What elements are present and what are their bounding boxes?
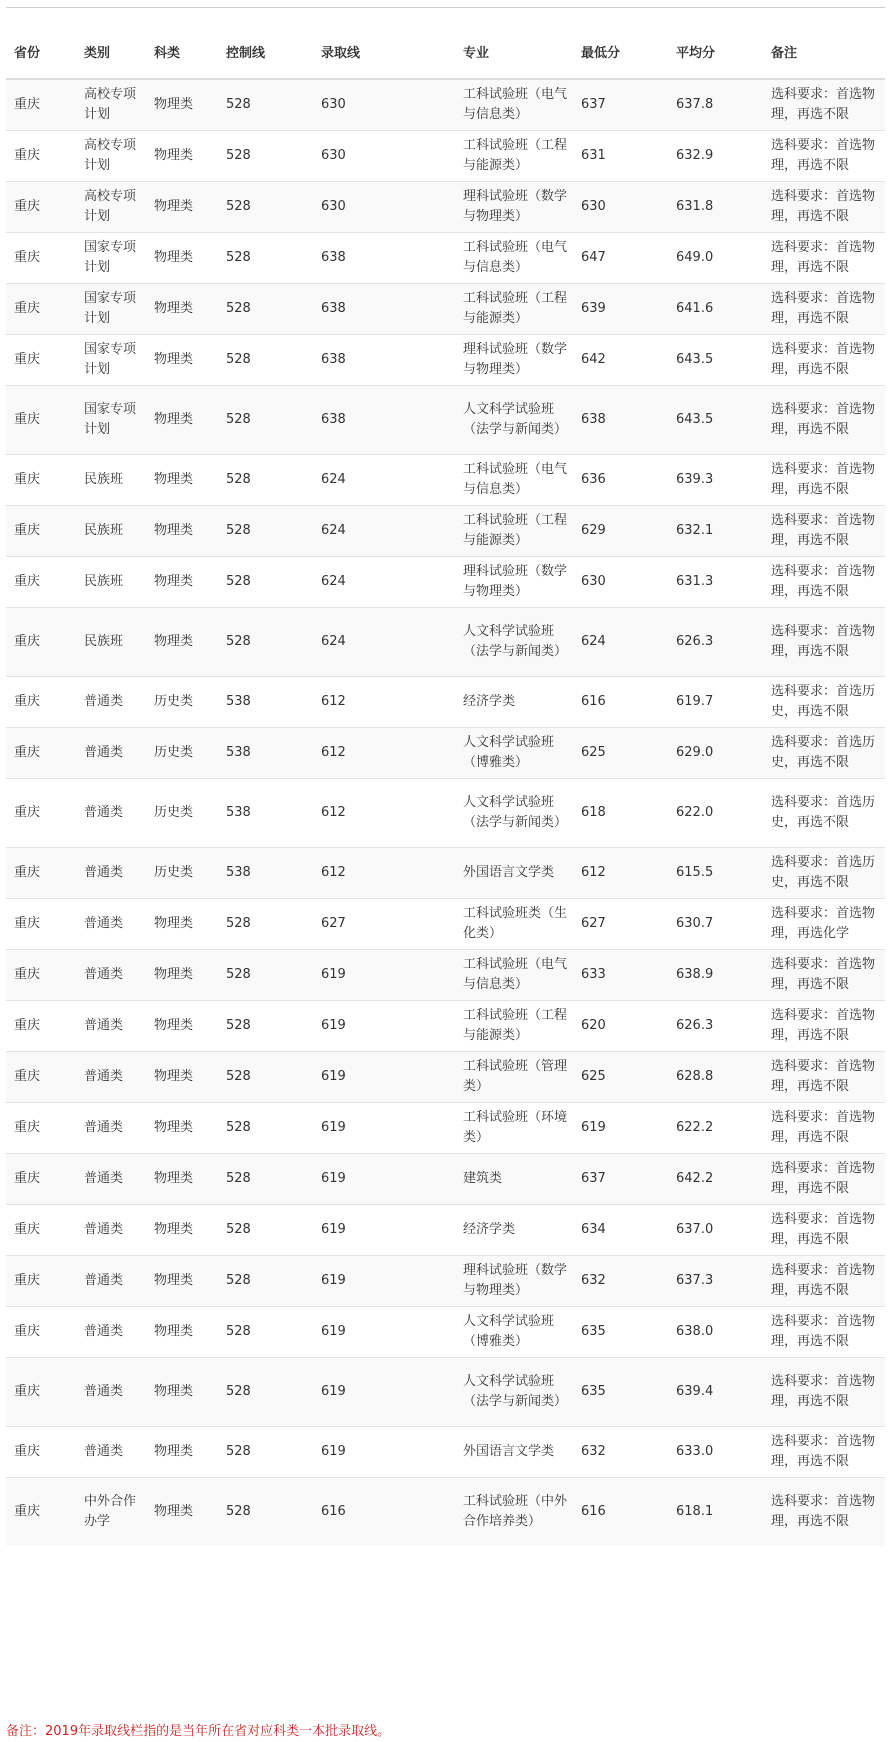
cell-remarks: 选科要求：首选物理，再选不限: [763, 454, 885, 505]
cell-subject-type: 物理类: [146, 1204, 218, 1255]
cell-remarks: 选科要求：首选物理，再选不限: [763, 1000, 885, 1051]
cell-province: 重庆: [6, 1426, 76, 1477]
cell-subject-type: 物理类: [146, 1255, 218, 1306]
cell-category: 高校专项计划: [76, 181, 146, 232]
cell-admission-line: 619: [313, 1000, 455, 1051]
cell-remarks: 选科要求：首选物理，再选不限: [763, 1426, 885, 1477]
cell-min-score: 637: [573, 1153, 668, 1204]
cell-province: 重庆: [6, 334, 76, 385]
table-row: [6, 1255, 885, 1306]
cell-major: 经济学类: [455, 1204, 573, 1255]
cell-min-score: 633: [573, 949, 668, 1000]
cell-remarks: 选科要求：首选物理，再选不限: [763, 1255, 885, 1306]
cell-avg-score: 633.0: [668, 1426, 763, 1477]
cell-min-score: 635: [573, 1306, 668, 1357]
cell-avg-score: 649.0: [668, 232, 763, 283]
cell-subject-type: 物理类: [146, 1426, 218, 1477]
cell-province: 重庆: [6, 283, 76, 334]
cell-subject-type: 物理类: [146, 949, 218, 1000]
cell-remarks: 选科要求：首选历史，再选不限: [763, 727, 885, 778]
cell-province: 重庆: [6, 505, 76, 556]
cell-subject-type: 物理类: [146, 385, 218, 454]
cell-min-score: 612: [573, 847, 668, 898]
cell-category: 普通类: [76, 1306, 146, 1357]
cell-admission-line: 630: [313, 79, 455, 130]
cell-major: 人文科学试验班（法学与新闻类）: [455, 385, 573, 454]
cell-category: 国家专项计划: [76, 385, 146, 454]
cell-avg-score: 622.0: [668, 778, 763, 847]
cell-min-score: 634: [573, 1204, 668, 1255]
cell-avg-score: 639.4: [668, 1357, 763, 1426]
cell-control-line: 528: [218, 1255, 313, 1306]
cell-min-score: 631: [573, 130, 668, 181]
table-row: [6, 949, 885, 1000]
admission-score-table: [6, 30, 885, 1546]
cell-control-line: 528: [218, 1000, 313, 1051]
cell-avg-score: 632.1: [668, 505, 763, 556]
table-row: [6, 1306, 885, 1357]
cell-province: 重庆: [6, 1306, 76, 1357]
cell-admission-line: 619: [313, 1255, 455, 1306]
cell-avg-score: 642.2: [668, 1153, 763, 1204]
cell-remarks: 选科要求：首选物理，再选不限: [763, 1051, 885, 1102]
cell-province: 重庆: [6, 385, 76, 454]
cell-remarks: 选科要求：首选物理，再选不限: [763, 1306, 885, 1357]
cell-subject-type: 物理类: [146, 898, 218, 949]
cell-admission-line: 612: [313, 847, 455, 898]
cell-avg-score: 643.5: [668, 334, 763, 385]
cell-control-line: 528: [218, 130, 313, 181]
cell-subject-type: 历史类: [146, 676, 218, 727]
cell-admission-line: 624: [313, 607, 455, 676]
cell-control-line: 528: [218, 385, 313, 454]
cell-min-score: 627: [573, 898, 668, 949]
cell-admission-line: 612: [313, 676, 455, 727]
header-remarks: 备注: [763, 30, 885, 79]
cell-subject-type: 物理类: [146, 1153, 218, 1204]
cell-avg-score: 637.0: [668, 1204, 763, 1255]
cell-remarks: 选科要求：首选物理，再选不限: [763, 1477, 885, 1546]
cell-avg-score: 641.6: [668, 283, 763, 334]
cell-min-score: 642: [573, 334, 668, 385]
cell-subject-type: 物理类: [146, 1051, 218, 1102]
cell-province: 重庆: [6, 79, 76, 130]
cell-min-score: 635: [573, 1357, 668, 1426]
cell-remarks: 选科要求：首选物理，再选不限: [763, 1102, 885, 1153]
cell-major: 人文科学试验班（博雅类）: [455, 1306, 573, 1357]
table-row: [6, 1426, 885, 1477]
cell-major: 理科试验班（数学与物理类）: [455, 334, 573, 385]
cell-category: 普通类: [76, 1204, 146, 1255]
table-row: [6, 1153, 885, 1204]
table-row: [6, 79, 885, 130]
cell-major: 工科试验班（环境类）: [455, 1102, 573, 1153]
cell-control-line: 528: [218, 1357, 313, 1426]
cell-admission-line: 624: [313, 454, 455, 505]
cell-remarks: 选科要求：首选历史，再选不限: [763, 847, 885, 898]
cell-min-score: 636: [573, 454, 668, 505]
cell-major: 理科试验班（数学与物理类）: [455, 1255, 573, 1306]
cell-category: 普通类: [76, 1051, 146, 1102]
cell-avg-score: 619.7: [668, 676, 763, 727]
table-row: [6, 1000, 885, 1051]
cell-major: 工科试验班（工程与能源类）: [455, 505, 573, 556]
table-row: [6, 607, 885, 676]
table-row: [6, 334, 885, 385]
table-row: [6, 181, 885, 232]
cell-major: 人文科学试验班（法学与新闻类）: [455, 778, 573, 847]
cell-category: 普通类: [76, 727, 146, 778]
header-avg-score: 平均分: [668, 30, 763, 79]
cell-min-score: 630: [573, 181, 668, 232]
cell-control-line: 538: [218, 778, 313, 847]
cell-min-score: 616: [573, 676, 668, 727]
cell-major: 工科试验班（电气与信息类）: [455, 454, 573, 505]
cell-category: 普通类: [76, 1102, 146, 1153]
cell-min-score: 632: [573, 1426, 668, 1477]
table-row: [6, 676, 885, 727]
cell-control-line: 528: [218, 454, 313, 505]
table-row: [6, 1051, 885, 1102]
cell-min-score: 620: [573, 1000, 668, 1051]
cell-admission-line: 638: [313, 385, 455, 454]
cell-control-line: 538: [218, 847, 313, 898]
cell-major: 工科试验班（工程与能源类）: [455, 130, 573, 181]
cell-major: 工科试验班（管理类）: [455, 1051, 573, 1102]
footnote: 备注：2019年录取线栏指的是当年所在省对应科类一本批录取线。: [6, 1724, 391, 1739]
cell-avg-score: 618.1: [668, 1477, 763, 1546]
cell-province: 重庆: [6, 727, 76, 778]
cell-province: 重庆: [6, 1477, 76, 1546]
cell-subject-type: 物理类: [146, 130, 218, 181]
cell-category: 民族班: [76, 454, 146, 505]
cell-control-line: 528: [218, 505, 313, 556]
cell-major: 人文科学试验班（博雅类）: [455, 727, 573, 778]
cell-category: 普通类: [76, 1000, 146, 1051]
header-category: 类别: [76, 30, 146, 79]
cell-remarks: 选科要求：首选物理，再选不限: [763, 181, 885, 232]
cell-avg-score: 643.5: [668, 385, 763, 454]
cell-remarks: 选科要求：首选物理，再选不限: [763, 334, 885, 385]
cell-province: 重庆: [6, 1153, 76, 1204]
cell-avg-score: 631.3: [668, 556, 763, 607]
cell-admission-line: 619: [313, 1306, 455, 1357]
table-row: [6, 232, 885, 283]
cell-province: 重庆: [6, 232, 76, 283]
cell-admission-line: 619: [313, 949, 455, 1000]
cell-avg-score: 637.8: [668, 79, 763, 130]
header-major: 专业: [455, 30, 573, 79]
header-min-score: 最低分: [573, 30, 668, 79]
cell-major: 人文科学试验班（法学与新闻类）: [455, 607, 573, 676]
cell-control-line: 528: [218, 334, 313, 385]
cell-remarks: 选科要求：首选物理，再选不限: [763, 949, 885, 1000]
cell-subject-type: 物理类: [146, 454, 218, 505]
cell-admission-line: 619: [313, 1426, 455, 1477]
table-row: [6, 1477, 885, 1546]
cell-admission-line: 638: [313, 232, 455, 283]
cell-major: 经济学类: [455, 676, 573, 727]
cell-control-line: 538: [218, 676, 313, 727]
cell-province: 重庆: [6, 1204, 76, 1255]
cell-major: 工科试验班（中外合作培养类）: [455, 1477, 573, 1546]
cell-control-line: 528: [218, 898, 313, 949]
cell-avg-score: 626.3: [668, 1000, 763, 1051]
cell-remarks: 选科要求：首选物理，再选不限: [763, 1204, 885, 1255]
cell-major: 理科试验班（数学与物理类）: [455, 556, 573, 607]
cell-control-line: 528: [218, 607, 313, 676]
cell-major: 外国语言文学类: [455, 1426, 573, 1477]
cell-min-score: 618: [573, 778, 668, 847]
table-row: [6, 556, 885, 607]
cell-province: 重庆: [6, 556, 76, 607]
cell-admission-line: 624: [313, 556, 455, 607]
cell-min-score: 616: [573, 1477, 668, 1546]
cell-category: 普通类: [76, 898, 146, 949]
cell-admission-line: 619: [313, 1204, 455, 1255]
cell-province: 重庆: [6, 847, 76, 898]
cell-remarks: 选科要求：首选物理，再选不限: [763, 1153, 885, 1204]
table-row: [6, 1102, 885, 1153]
cell-min-score: 630: [573, 556, 668, 607]
cell-remarks: 选科要求：首选物理，再选不限: [763, 283, 885, 334]
cell-remarks: 选科要求：首选物理，再选不限: [763, 232, 885, 283]
cell-admission-line: 630: [313, 181, 455, 232]
cell-control-line: 528: [218, 1102, 313, 1153]
cell-category: 普通类: [76, 1426, 146, 1477]
cell-control-line: 528: [218, 1204, 313, 1255]
cell-min-score: 639: [573, 283, 668, 334]
table-body: [6, 79, 885, 1546]
cell-province: 重庆: [6, 1255, 76, 1306]
cell-category: 民族班: [76, 607, 146, 676]
header-province: 省份: [6, 30, 76, 79]
cell-admission-line: 619: [313, 1051, 455, 1102]
cell-min-score: 629: [573, 505, 668, 556]
cell-category: 中外合作办学: [76, 1477, 146, 1546]
cell-category: 普通类: [76, 676, 146, 727]
header-subject-type: 科类: [146, 30, 218, 79]
cell-min-score: 624: [573, 607, 668, 676]
cell-province: 重庆: [6, 130, 76, 181]
cell-control-line: 528: [218, 1153, 313, 1204]
cell-category: 国家专项计划: [76, 232, 146, 283]
cell-province: 重庆: [6, 898, 76, 949]
table-row: [6, 1204, 885, 1255]
cell-province: 重庆: [6, 181, 76, 232]
cell-category: 普通类: [76, 778, 146, 847]
cell-subject-type: 物理类: [146, 1477, 218, 1546]
cell-category: 普通类: [76, 1255, 146, 1306]
cell-avg-score: 632.9: [668, 130, 763, 181]
table-row: [6, 454, 885, 505]
cell-major: 建筑类: [455, 1153, 573, 1204]
cell-admission-line: 612: [313, 778, 455, 847]
cell-category: 普通类: [76, 847, 146, 898]
cell-subject-type: 物理类: [146, 232, 218, 283]
cell-control-line: 528: [218, 1477, 313, 1546]
cell-province: 重庆: [6, 607, 76, 676]
cell-subject-type: 物理类: [146, 1102, 218, 1153]
cell-subject-type: 历史类: [146, 778, 218, 847]
cell-avg-score: 615.5: [668, 847, 763, 898]
table-row: [6, 385, 885, 454]
cell-avg-score: 638.0: [668, 1306, 763, 1357]
cell-remarks: 选科要求：首选物理，再选不限: [763, 385, 885, 454]
cell-subject-type: 物理类: [146, 1306, 218, 1357]
table-row: [6, 130, 885, 181]
table-row: [6, 778, 885, 847]
cell-subject-type: 物理类: [146, 283, 218, 334]
cell-avg-score: 637.3: [668, 1255, 763, 1306]
cell-province: 重庆: [6, 1000, 76, 1051]
cell-avg-score: 629.0: [668, 727, 763, 778]
cell-admission-line: 638: [313, 283, 455, 334]
cell-control-line: 528: [218, 949, 313, 1000]
cell-subject-type: 物理类: [146, 79, 218, 130]
cell-subject-type: 物理类: [146, 334, 218, 385]
cell-remarks: 选科要求：首选物理，再选化学: [763, 898, 885, 949]
table-row: [6, 283, 885, 334]
cell-control-line: 528: [218, 283, 313, 334]
cell-category: 普通类: [76, 1357, 146, 1426]
cell-remarks: 选科要求：首选物理，再选不限: [763, 607, 885, 676]
header-admission-line: 录取线: [313, 30, 455, 79]
cell-min-score: 625: [573, 727, 668, 778]
cell-avg-score: 626.3: [668, 607, 763, 676]
cell-major: 外国语言文学类: [455, 847, 573, 898]
cell-subject-type: 物理类: [146, 181, 218, 232]
cell-admission-line: 616: [313, 1477, 455, 1546]
cell-remarks: 选科要求：首选历史，再选不限: [763, 778, 885, 847]
cell-avg-score: 631.8: [668, 181, 763, 232]
cell-province: 重庆: [6, 454, 76, 505]
cell-remarks: 选科要求：首选物理，再选不限: [763, 1357, 885, 1426]
cell-min-score: 647: [573, 232, 668, 283]
cell-control-line: 528: [218, 79, 313, 130]
cell-admission-line: 619: [313, 1102, 455, 1153]
cell-subject-type: 物理类: [146, 556, 218, 607]
cell-category: 普通类: [76, 949, 146, 1000]
cell-subject-type: 物理类: [146, 607, 218, 676]
cell-province: 重庆: [6, 949, 76, 1000]
cell-remarks: 选科要求：首选物理，再选不限: [763, 79, 885, 130]
cell-admission-line: 619: [313, 1357, 455, 1426]
cell-province: 重庆: [6, 1357, 76, 1426]
table-row: [6, 505, 885, 556]
cell-category: 高校专项计划: [76, 130, 146, 181]
cell-category: 民族班: [76, 556, 146, 607]
cell-category: 高校专项计划: [76, 79, 146, 130]
cell-major: 工科试验班（电气与信息类）: [455, 949, 573, 1000]
cell-min-score: 632: [573, 1255, 668, 1306]
cell-min-score: 619: [573, 1102, 668, 1153]
cell-admission-line: 638: [313, 334, 455, 385]
cell-control-line: 528: [218, 1306, 313, 1357]
cell-province: 重庆: [6, 1102, 76, 1153]
cell-min-score: 625: [573, 1051, 668, 1102]
cell-subject-type: 历史类: [146, 727, 218, 778]
cell-control-line: 528: [218, 232, 313, 283]
cell-remarks: 选科要求：首选物理，再选不限: [763, 505, 885, 556]
cell-major: 工科试验班（工程与能源类）: [455, 283, 573, 334]
cell-control-line: 538: [218, 727, 313, 778]
table-header-row: [6, 30, 885, 79]
top-divider: [6, 7, 885, 8]
cell-subject-type: 物理类: [146, 505, 218, 556]
cell-avg-score: 638.9: [668, 949, 763, 1000]
cell-major: 工科试验班（工程与能源类）: [455, 1000, 573, 1051]
cell-subject-type: 历史类: [146, 847, 218, 898]
cell-remarks: 选科要求：首选历史，再选不限: [763, 676, 885, 727]
cell-avg-score: 622.2: [668, 1102, 763, 1153]
cell-major: 理科试验班（数学与物理类）: [455, 181, 573, 232]
cell-remarks: 选科要求：首选物理，再选不限: [763, 130, 885, 181]
cell-avg-score: 628.8: [668, 1051, 763, 1102]
cell-major: 工科试验班（电气与信息类）: [455, 232, 573, 283]
cell-admission-line: 624: [313, 505, 455, 556]
cell-province: 重庆: [6, 676, 76, 727]
cell-admission-line: 612: [313, 727, 455, 778]
cell-subject-type: 物理类: [146, 1000, 218, 1051]
cell-remarks: 选科要求：首选物理，再选不限: [763, 556, 885, 607]
cell-control-line: 528: [218, 1426, 313, 1477]
cell-control-line: 528: [218, 1051, 313, 1102]
cell-province: 重庆: [6, 1051, 76, 1102]
cell-category: 国家专项计划: [76, 283, 146, 334]
cell-category: 普通类: [76, 1153, 146, 1204]
header-control-line: 控制线: [218, 30, 313, 79]
table-row: [6, 898, 885, 949]
cell-control-line: 528: [218, 181, 313, 232]
table-row: [6, 727, 885, 778]
cell-province: 重庆: [6, 778, 76, 847]
cell-admission-line: 619: [313, 1153, 455, 1204]
cell-min-score: 637: [573, 79, 668, 130]
table-row: [6, 847, 885, 898]
table-row: [6, 1357, 885, 1426]
cell-admission-line: 630: [313, 130, 455, 181]
cell-category: 民族班: [76, 505, 146, 556]
cell-admission-line: 627: [313, 898, 455, 949]
cell-avg-score: 639.3: [668, 454, 763, 505]
cell-major: 工科试验班类（生化类）: [455, 898, 573, 949]
cell-avg-score: 630.7: [668, 898, 763, 949]
cell-major: 工科试验班（电气与信息类）: [455, 79, 573, 130]
cell-major: 人文科学试验班（法学与新闻类）: [455, 1357, 573, 1426]
cell-min-score: 638: [573, 385, 668, 454]
cell-subject-type: 物理类: [146, 1357, 218, 1426]
cell-category: 国家专项计划: [76, 334, 146, 385]
cell-control-line: 528: [218, 556, 313, 607]
